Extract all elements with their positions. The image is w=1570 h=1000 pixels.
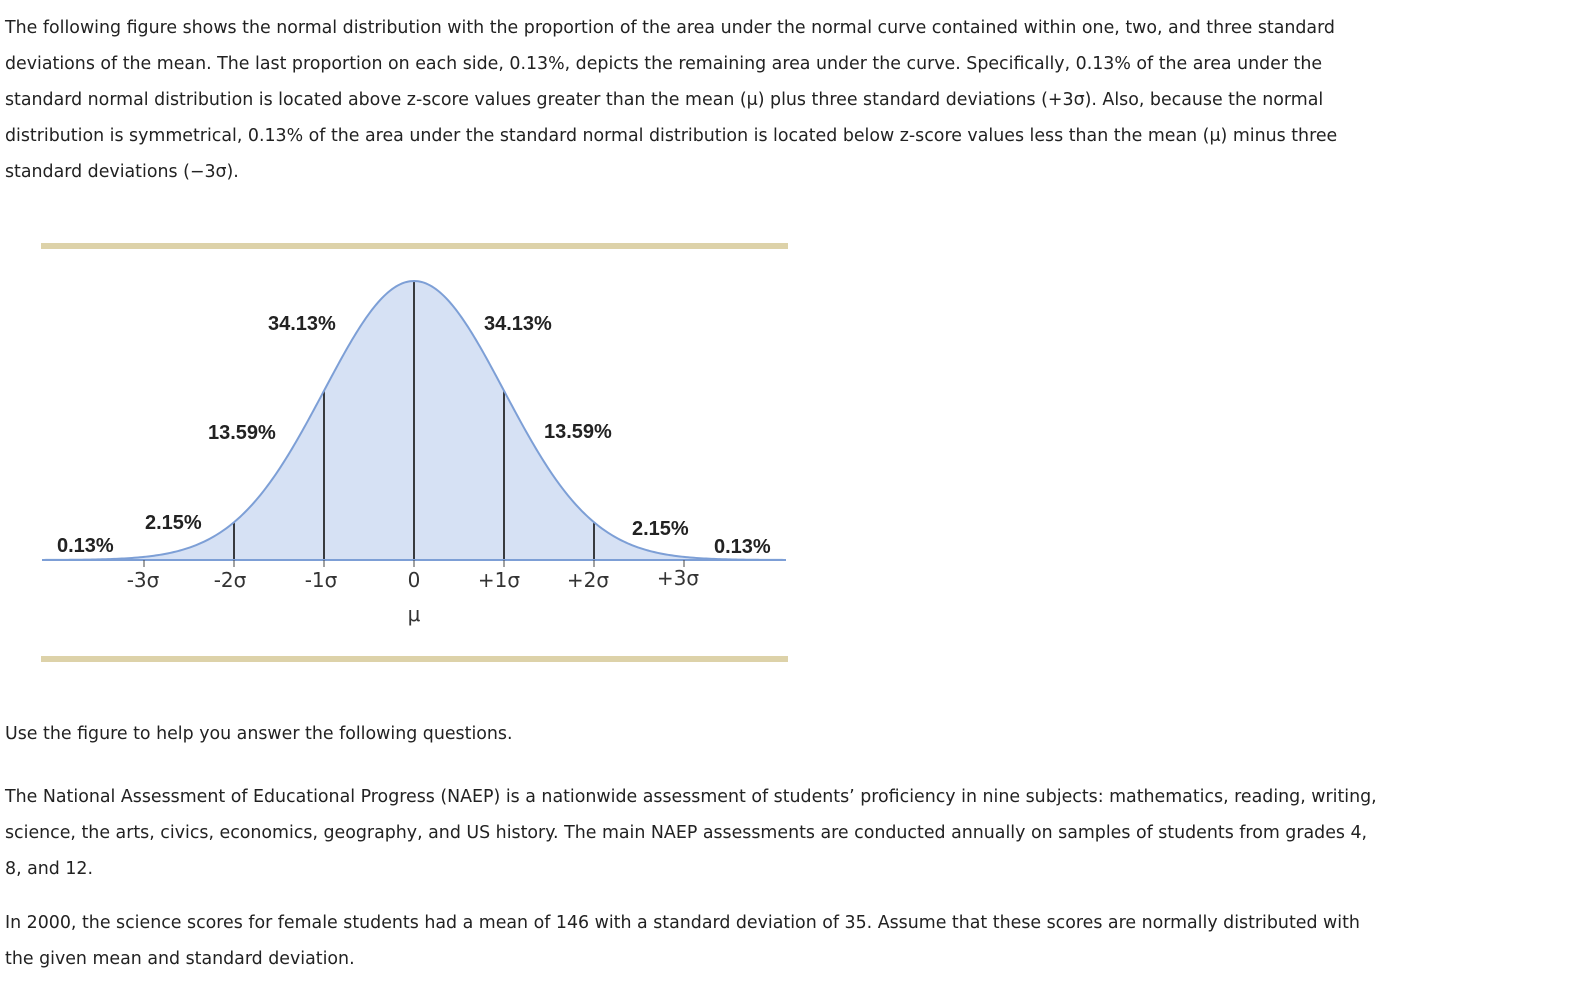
tick-marks bbox=[144, 560, 684, 567]
intro-paragraph: The following figure shows the normal distribution with the proportion of the area under the normal curve contained within one, two, and three standard deviations of the mean. The last proportion on each side, 0.13%, depicts the remaining area under the curve. Specifically, 0.13% of the area under the standard normal distribution is located above z-score values greater than the mean (μ) plus three standard deviations (+3σ). Also, because the normal distribution is symmetrical, 0.13% of the area under the standard normal distribution is located below z-score values less than the mean (μ) minus three standard deviations (−3σ). bbox=[5, 18, 1338, 182]
label-left-1-2: 13.59% bbox=[208, 422, 276, 444]
label-right-2-3: 2.15% bbox=[632, 518, 689, 540]
normal-distribution-figure bbox=[0, 230, 820, 680]
label-right-tail: 0.13% bbox=[714, 536, 771, 558]
tick-label-minus-2: -2σ bbox=[213, 568, 247, 592]
figure-bottom-rule bbox=[41, 656, 788, 662]
tick-label-minus-1: -1σ bbox=[304, 568, 338, 592]
tick-label-plus-2: +2σ bbox=[566, 568, 610, 592]
figure-top-rule bbox=[41, 243, 788, 249]
label-right-1-2: 13.59% bbox=[544, 421, 612, 443]
tick-label-zero: 0 bbox=[407, 568, 421, 592]
tick-label-minus-3: -3σ bbox=[126, 568, 160, 592]
science-scores-paragraph: In 2000, the science scores for female students had a mean of 146 with a standard deviation of 35. Assume that these scores are normally distributed with the given mean and standard deviation. bbox=[5, 913, 1360, 969]
label-left-0-1: 34.13% bbox=[268, 313, 336, 335]
label-right-0-1: 34.13% bbox=[484, 313, 552, 335]
naep-paragraph: The National Assessment of Educational Progress (NAEP) is a nationwide assessment of students’ proficiency in nine subjects: mathematics, reading, writing, science, the arts, civics, economics, geography, and US history. The main NAEP assessments are conducted annually on samples of students from grades 4, 8, and 12. bbox=[5, 787, 1377, 879]
label-left-2-3: 2.15% bbox=[145, 512, 202, 534]
tick-label-plus-3: +3σ bbox=[656, 566, 700, 590]
label-left-tail: 0.13% bbox=[57, 535, 114, 557]
use-figure-prompt: Use the figure to help you answer the following questions. bbox=[5, 724, 513, 744]
normal-curve-chart bbox=[0, 230, 820, 680]
tick-label-plus-1: +1σ bbox=[477, 568, 521, 592]
mean-symbol: μ bbox=[407, 602, 421, 626]
